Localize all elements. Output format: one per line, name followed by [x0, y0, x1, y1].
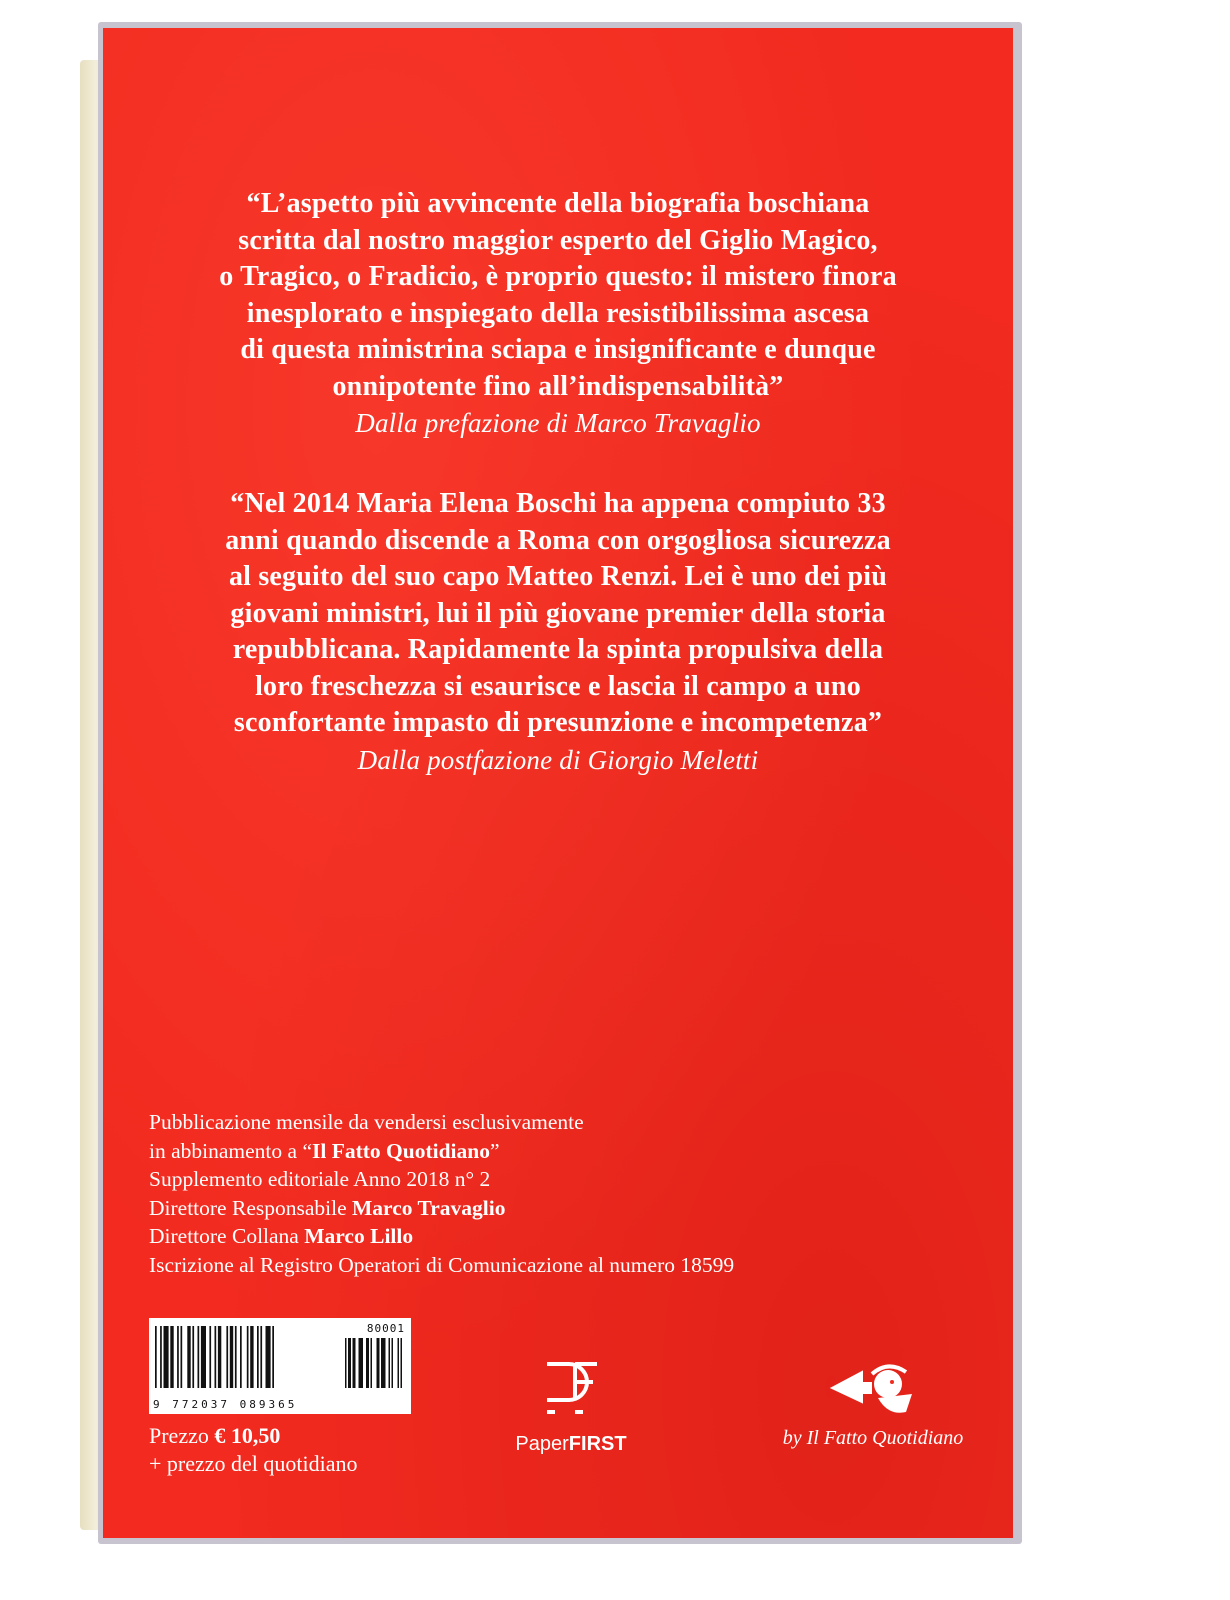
barcode-addon-bar [353, 1338, 356, 1388]
barcode-bar [192, 1326, 194, 1388]
barcode-bar [218, 1326, 221, 1388]
il-fatto-logo [753, 1358, 993, 1450]
barcode-addon-digits: 80001 [366, 1322, 405, 1335]
quote-postfazione [143, 486, 973, 778]
barcode-bar [209, 1326, 211, 1388]
quote-line: repubblicana. Rapidamente la spinta propulsiva della [232, 634, 884, 665]
paperfirst-logo [491, 1358, 651, 1456]
barcode-bar [260, 1326, 262, 1388]
barcode-bar [201, 1326, 206, 1388]
quote-line: scritta dal nostro maggior esperto del Giglio Magico, [238, 224, 878, 256]
price-note: + prezzo del quotidiano [149, 1451, 358, 1476]
quote-prefazione [143, 186, 973, 442]
barcode-bar [240, 1326, 242, 1388]
barcode-addon-bar [377, 1338, 380, 1388]
barcode-bar [187, 1326, 190, 1388]
book-back-cover [103, 28, 1013, 1538]
imprint-notice [149, 1108, 869, 1279]
barcode-bar [177, 1326, 179, 1388]
barcode-bar [266, 1326, 271, 1388]
barcode-bar [247, 1326, 249, 1388]
quote-line: “Nel 2014 Maria Elena Boschi ha appena compiuto 33 [230, 488, 886, 519]
barcode-addon-bar [398, 1338, 400, 1388]
barcode-bar [250, 1326, 253, 1388]
quote-attribution: Dalla postfazione di Giorgio Meletti [357, 744, 759, 775]
imprint-line: Pubblicazione mensile da vendersi esclusivamente [149, 1110, 584, 1134]
imprint-line: Direttore Collana Marco Lillo [149, 1224, 414, 1248]
barcode-bar [170, 1326, 173, 1388]
price-block [149, 1422, 358, 1478]
barcode [149, 1318, 411, 1414]
series-director-name: Marco Lillo [304, 1224, 414, 1248]
imprint-line: in abbinamento a “Il Fatto Quotidiano” [149, 1138, 500, 1163]
barcode-addon-bar [366, 1338, 369, 1388]
quote-line: al seguito del suo capo Matteo Renzi. Lei è uno dei più [228, 561, 888, 592]
director-name: Marco Travaglio [352, 1195, 506, 1220]
barcode-addon-bar [348, 1338, 351, 1388]
imprint-line: Iscrizione al Registro Operatori di Comunicazione al numero 18599 [149, 1252, 735, 1277]
quote-line: inesplorato e inspiegato della resistibilissima ascesa [246, 297, 870, 329]
paperfirst-icon [541, 1358, 601, 1424]
megaphone-mascot-icon [828, 1358, 918, 1420]
newspaper-name: Il Fatto Quotidiano [311, 1138, 490, 1163]
barcode-bar [226, 1326, 228, 1388]
barcode-addon-bar [371, 1338, 373, 1388]
partner-label: by Il Fatto Quotidiano [782, 1427, 964, 1449]
barcode-bar [181, 1326, 183, 1388]
barcode-bar [215, 1326, 217, 1388]
barcode-addon-bar [359, 1338, 364, 1388]
barcode-bar [257, 1326, 259, 1388]
barcode-addon-bar [392, 1338, 394, 1388]
barcode-bar [160, 1326, 162, 1388]
barcode-bar [230, 1326, 233, 1388]
barcode-bar [272, 1326, 274, 1388]
barcode-bar [235, 1326, 237, 1388]
quote-line: giovani ministri, lui il più giovane premier della storia [230, 597, 886, 629]
quote-attribution: Dalla prefazione di Marco Travaglio [355, 408, 761, 438]
barcode-addon-bar [345, 1338, 347, 1388]
barcode-bar [198, 1326, 200, 1388]
imprint-line: Direttore Responsabile Marco Travaglio [149, 1195, 506, 1220]
barcode-addon-bar [389, 1338, 391, 1388]
quote-line: di questa ministrina sciapa e insignificante e dunque [240, 334, 876, 365]
quote-line: o Tragico, o Fradicio, è proprio questo: il mistero finora [219, 261, 897, 292]
quote-line: anni quando discende a Roma con orgogliosa sicurezza [225, 524, 891, 556]
imprint-line: Supplemento editoriale Anno 2018 n° 2 [149, 1167, 491, 1191]
barcode-addon-bar [381, 1338, 386, 1388]
barcode-bar [164, 1326, 169, 1388]
barcode-digits: 9 772037 089365 [153, 1398, 298, 1411]
quote-line: sconfortante impasto di presunzione e incompetenza” [233, 707, 883, 738]
price-amount: € 10,50 [214, 1423, 281, 1448]
quote-line: loro freschezza si esaurisce e lascia il campo a uno [255, 670, 861, 702]
barcode-bar [155, 1326, 157, 1388]
barcode-addon-bar [401, 1338, 403, 1388]
price-line: Prezzo € 10,50 [149, 1423, 281, 1448]
publisher-name: PaperFIRST [515, 1433, 627, 1455]
quote-line: onnipotente fino all’indispensabilità” [332, 370, 784, 402]
quote-line: “L’aspetto più avvincente della biografia boschiana [246, 188, 870, 219]
barcode-bars [155, 1326, 405, 1396]
